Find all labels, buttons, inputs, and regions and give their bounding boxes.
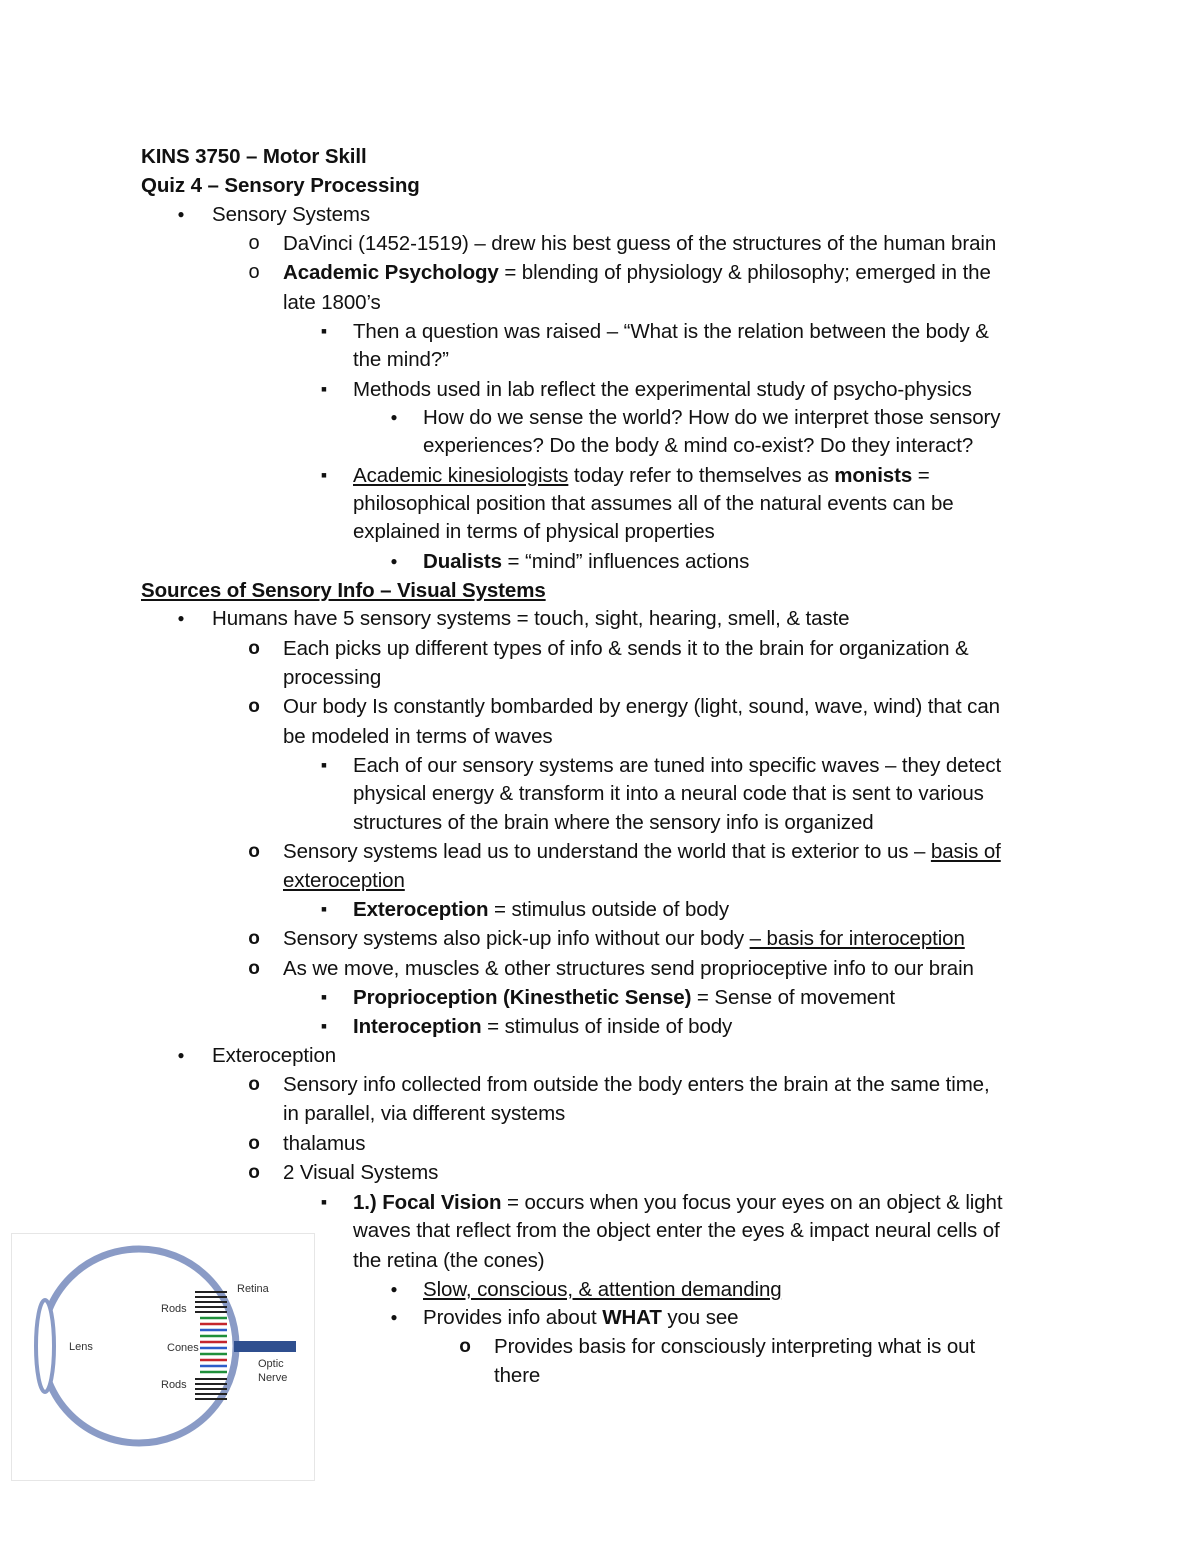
list-item: Exteroception = stimulus outside of body — [353, 898, 729, 921]
bullet-dot — [384, 403, 404, 434]
label-optic: Optic — [258, 1358, 284, 1370]
course-title: KINS 3750 – Motor Skill — [141, 145, 367, 168]
bullet-circle — [244, 1129, 264, 1158]
list-item: Each picks up different types of info & sends it to the brain for organization & — [283, 637, 969, 660]
list-item-cont: in parallel, via different systems — [283, 1102, 566, 1125]
bullet-square — [314, 895, 334, 924]
bullet-square — [314, 375, 334, 404]
list-item-cont: be modeled in terms of waves — [283, 725, 553, 748]
eye-diagram-svg — [12, 1234, 314, 1480]
list-item: Sensory info collected from outside the body enters the brain at the same time, — [283, 1073, 990, 1096]
bullet-circle — [244, 1070, 264, 1099]
label-retina: Retina — [237, 1283, 269, 1295]
list-item: How do we sense the world? How do we interpret those sensory — [423, 406, 1001, 429]
bullet-circle — [244, 634, 264, 663]
bullet-circle — [244, 692, 264, 721]
bullet-square — [314, 751, 334, 780]
list-item: Dualists = “mind” influences actions — [423, 550, 750, 573]
receptor-cells — [195, 1292, 227, 1399]
list-item: Interoception = stimulus of inside of body — [353, 1015, 733, 1038]
lens-shape — [36, 1300, 54, 1392]
bullet-circle — [244, 229, 264, 258]
list-item: Slow, conscious, & attention demanding — [423, 1278, 782, 1301]
list-item: Proprioception (Kinesthetic Sense) = Sense of movement — [353, 986, 896, 1009]
list-item: Academic Psychology = blending of physiology & philosophy; emerged in the — [283, 261, 991, 284]
bullet-circle — [244, 954, 264, 983]
bullet-dot — [384, 1303, 404, 1334]
list-item-cont: waves that reflect from the object enter the eyes & impact neural cells of — [353, 1219, 1000, 1242]
list-item: Exteroception — [212, 1044, 337, 1067]
list-item: 2 Visual Systems — [283, 1161, 439, 1184]
list-item: Methods used in lab reflect the experimental study of psycho-physics — [353, 378, 972, 401]
list-item: As we move, muscles & other structures send proprioceptive info to our brain — [283, 957, 974, 980]
list-item: 1.) Focal Vision = occurs when you focus your eyes on an object & light — [353, 1191, 1003, 1214]
bullet-dot — [384, 1275, 404, 1306]
list-item: Each of our sensory systems are tuned into specific waves – they detect — [353, 754, 1002, 777]
bullet-square — [314, 1188, 334, 1217]
optic-nerve-shape — [234, 1341, 296, 1352]
label-rods-bottom: Rods — [161, 1379, 187, 1391]
bullet-square — [314, 983, 334, 1012]
bullet-square — [314, 1012, 334, 1041]
list-item-cont: processing — [283, 666, 382, 689]
bullet-circle — [455, 1332, 475, 1361]
bullet-square — [314, 461, 334, 490]
label-nerve: Nerve — [258, 1372, 288, 1384]
section-heading: Sources of Sensory Info – Visual Systems — [141, 579, 546, 602]
quiz-title: Quiz 4 – Sensory Processing — [141, 174, 420, 197]
list-item-cont: the retina (the cones) — [353, 1249, 545, 1272]
list-item-cont: late 1800’s — [283, 291, 381, 314]
list-item-cont: explained in terms of physical properties — [353, 520, 715, 543]
list-item-cont: the mind?” — [353, 348, 449, 371]
eye-diagram — [11, 1233, 315, 1481]
list-item: Sensory Systems — [212, 203, 370, 226]
list-item-cont: exteroception — [283, 869, 405, 892]
bullet-circle — [244, 258, 264, 287]
list-item: Then a question was raised – “What is the relation between the body & — [353, 320, 989, 343]
list-item-cont: philosophical position that assumes all of the natural events can be — [353, 492, 954, 515]
label-lens: Lens — [69, 1341, 93, 1353]
list-item: Sensory systems also pick-up info without our body – basis for interoception — [283, 927, 965, 950]
label-rods-top: Rods — [161, 1303, 187, 1315]
list-item: Provides basis for consciously interpreting what is out — [494, 1335, 976, 1358]
list-item: thalamus — [283, 1132, 366, 1155]
label-cones: Cones — [167, 1342, 199, 1354]
list-item: DaVinci (1452-1519) – drew his best guess of the structures of the human brain — [283, 232, 997, 255]
bullet-dot — [171, 1041, 191, 1072]
list-item-cont: experiences? Do the body & mind co-exist? Do they interact? — [423, 434, 974, 457]
list-item: Provides info about WHAT you see — [423, 1306, 739, 1329]
list-item: Sensory systems lead us to understand the world that is exterior to us – basis of — [283, 840, 1001, 863]
bullet-square — [314, 317, 334, 346]
bullet-dot — [171, 200, 191, 231]
bullet-circle — [244, 1158, 264, 1187]
bullet-dot — [171, 604, 191, 635]
bullet-circle — [244, 924, 264, 953]
list-item: Humans have 5 sensory systems = touch, sight, hearing, smell, & taste — [212, 607, 850, 630]
bullet-dot — [384, 547, 404, 578]
bullet-circle — [244, 837, 264, 866]
list-item-cont: there — [494, 1364, 541, 1387]
list-item-cont: physical energy & transform it into a neural code that is sent to various — [353, 782, 984, 805]
list-item: Our body Is constantly bombarded by energy (light, sound, wave, wind) that can — [283, 695, 1000, 718]
list-item: Academic kinesiologists today refer to themselves as monists = — [353, 464, 930, 487]
list-item-cont: structures of the brain where the sensory info is organized — [353, 811, 874, 834]
